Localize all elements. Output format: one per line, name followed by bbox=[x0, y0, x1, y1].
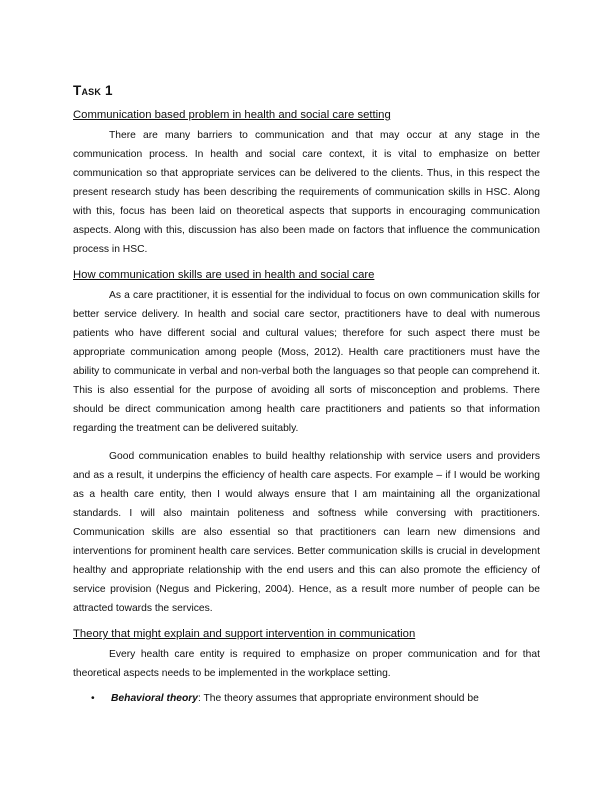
bullet-list bbox=[73, 689, 540, 708]
list-item bbox=[73, 689, 540, 708]
section-heading-problem: Communication based problem in health and social care setting bbox=[73, 109, 391, 121]
bullet-icon: • bbox=[91, 693, 95, 704]
bullet-text: : The theory assumes that appropriate environment should be bbox=[197, 693, 479, 704]
section-heading-theory: Theory that might explain and support intervention in communication bbox=[73, 628, 416, 640]
paragraph: There are many barriers to communication and that may occur at any stage in the communication process. In health and social care context, it is vital to emphasize on better communication so that appropriate services can be delivered to the clients. Thus, in this respect the present research study has been describing the requirements of communication skills in HSC. Along with this, focus has been laid on theoretical aspects that supports in encouraging communication aspects. Along with this, discussion has also been made on factors that influence the communication process in HSC. bbox=[73, 130, 540, 255]
paragraph: Good communication enables to build healthy relationship with service users and providers and as a result, it underpins the efficiency of health care aspects. For example – if I would be working as a health care entity, then I would always ensure that I am maintaining all the organizational standards. I will also maintain politeness and softness while conversing with practitioners. Communication skills are also essential so that practitioners can learn new dimensions and interventions for prominent health care services. Better communication skills is crucial in development healthy and appropriate relationship with the end users and this can also promote the efficiency of service provision (Negus and Pickering, 2004). Hence, as a result more number of people can be attracted towards the services. bbox=[73, 451, 540, 614]
paragraph: Every health care entity is required to emphasize on proper communication and for that theoretical aspects needs to be implemented in the workplace setting. bbox=[73, 649, 540, 679]
paragraph: As a care practitioner, it is essential for the individual to focus on own communication skills for better service delivery. In health and social care sector, practitioners have to deal with numerous patients who have different social and cultural values; therefore for such aspect there must be appropriate communication among people (Moss, 2012). Health care practitioners must have the ability to communicate in verbal and non-verbal both the languages so that people can comprehend it. This is also essential for the purpose of avoiding all sorts of misconception and problems. There should be direct communication among health care practitioners and patients so that information regarding the treatment can be delivered suitably. bbox=[73, 290, 540, 434]
task-title: Task 1 bbox=[73, 83, 113, 98]
section-heading-skills: How communication skills are used in health and social care bbox=[73, 269, 375, 281]
document-body bbox=[73, 83, 540, 708]
bullet-term: Behavioral theory bbox=[111, 693, 198, 704]
